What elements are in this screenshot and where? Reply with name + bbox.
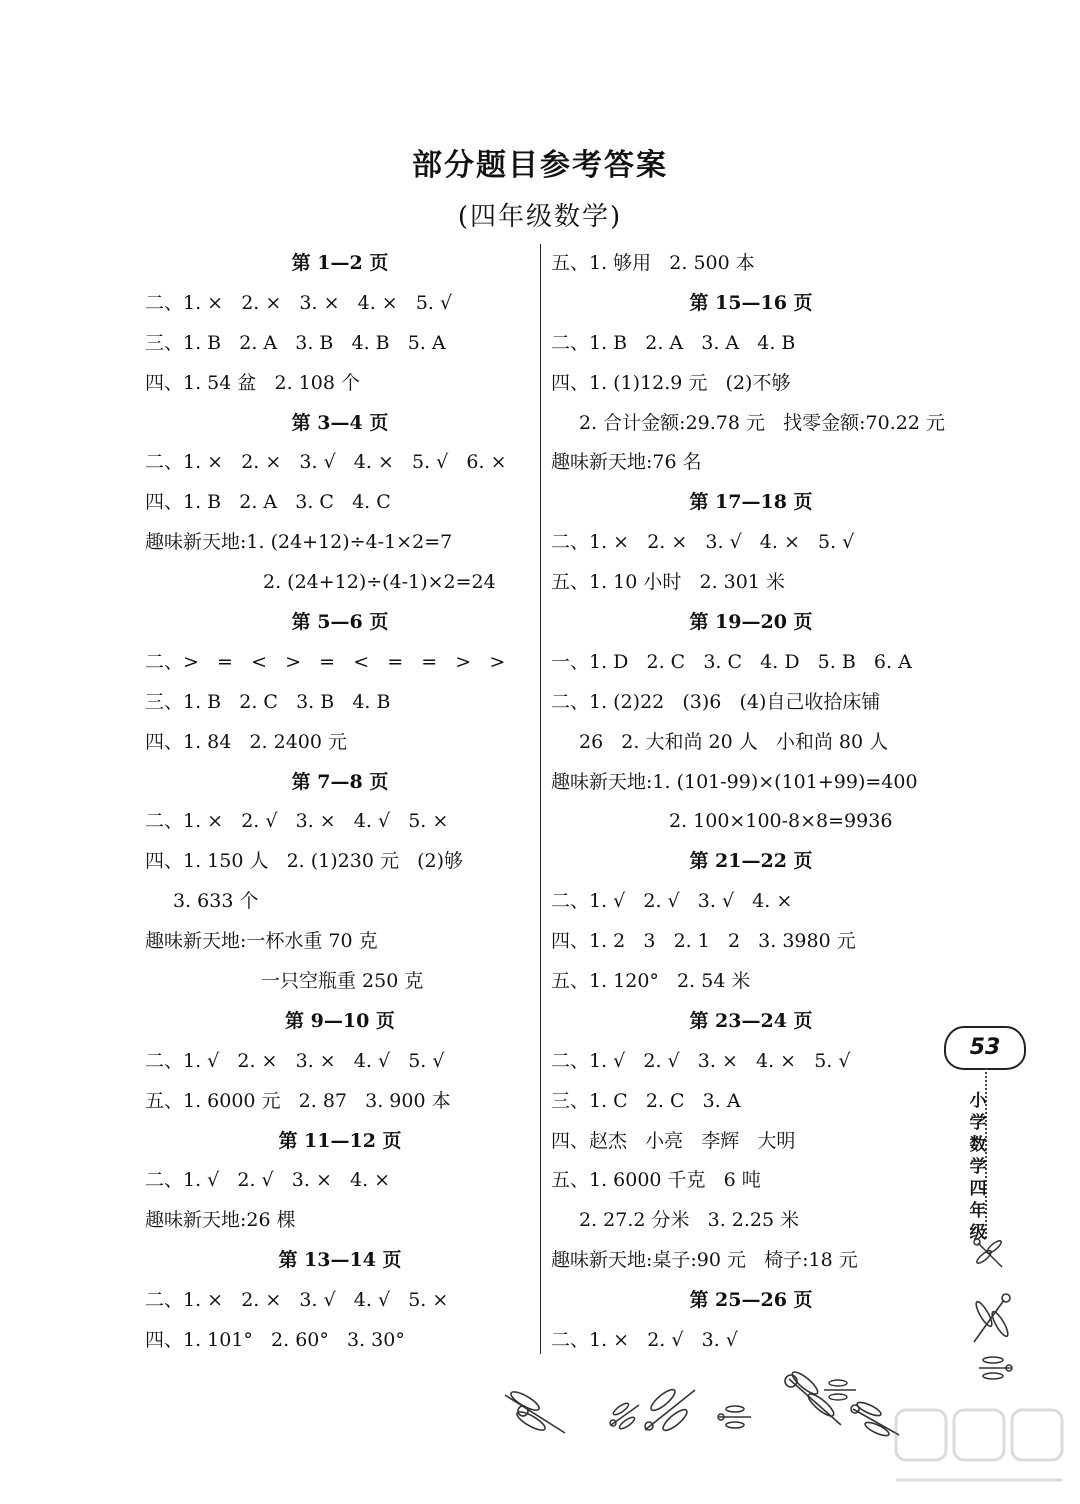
answer-line: 二、1. × 2. × 3. × 4. × 5. √ (145, 291, 453, 314)
answer-line: 四、1. (1)12.9 元 (2)不够 (551, 371, 791, 394)
answer-line: 2. 合计金额:29.78 元 找零金额:70.22 元 (579, 411, 945, 434)
answer-line: 一只空瓶重 250 克 (261, 970, 424, 993)
book-side-label: 小学数学四年级 (969, 1091, 987, 1243)
section-heading: 第 3—4 页 (291, 411, 389, 434)
answer-line: 四、1. B 2. A 3. C 4. C (145, 491, 391, 514)
answer-line: 2. 27.2 分米 3. 2.25 米 (579, 1209, 800, 1232)
section-heading: 第 23—24 页 (689, 1009, 813, 1032)
answer-line: 四、1. 101° 2. 60° 3. 30° (145, 1329, 405, 1352)
answer-line: 三、1. B 2. C 3. B 4. B (145, 690, 391, 713)
answers-right-column (551, 244, 951, 1361)
answer-line: 二、1. B 2. A 3. A 4. B (551, 331, 796, 354)
section-heading: 第 11—12 页 (278, 1129, 402, 1152)
answer-line: 3. 633 个 (173, 890, 259, 913)
answer-line: 趣味新天地:76 名 (551, 451, 702, 474)
dragonfly-icon (975, 1350, 1015, 1386)
answer-line: 二、1. √ 2. √ 3. × 4. × 5. √ (551, 1049, 851, 1072)
answer-line: 二、1. × 2. × 3. √ 4. × 5. √ (551, 531, 855, 554)
section-heading: 第 19—20 页 (689, 611, 813, 634)
section-heading: 第 13—14 页 (278, 1249, 402, 1272)
section-heading: 第 21—22 页 (689, 850, 813, 873)
answer-line: 二、1. × 2. × 3. √ 4. √ 5. × (145, 1289, 449, 1312)
page-number-badge: 53 (944, 1026, 1026, 1070)
watermark-logo (890, 1400, 1070, 1496)
answer-line: 四、赵杰 小亮 李辉 大明 (551, 1129, 796, 1152)
answer-line: 三、1. C 2. C 3. A (551, 1089, 741, 1112)
dragonfly-icon (960, 1290, 1020, 1350)
page-subtitle: (四年级数学) (457, 202, 623, 232)
answer-line: 二、1. × 2. √ 3. √ (551, 1329, 738, 1352)
answer-line: 四、1. 2 3 2. 1 2 3. 3980 元 (551, 930, 856, 953)
section-heading: 第 25—26 页 (689, 1289, 813, 1312)
answer-line: 二、> = < > = < = = > > (145, 650, 506, 673)
answer-line: 趣味新天地:1. (101-99)×(101+99)=400 (551, 770, 918, 793)
answer-line: 一、1. D 2. C 3. C 4. D 5. B 6. A (551, 650, 912, 673)
answer-line: 五、1. 6000 千克 6 吨 (551, 1169, 761, 1192)
answer-line: 五、1. 10 小时 2. 301 米 (551, 571, 785, 594)
section-heading: 第 17—18 页 (689, 491, 813, 514)
page-title: 部分题目参考答案 (412, 148, 668, 183)
answer-line: 二、1. (2)22 (3)6 (4)自己收拾床铺 (551, 690, 881, 713)
answer-line: 二、1. √ 2. × 3. × 4. √ 5. √ (145, 1049, 445, 1072)
answer-line: 趣味新天地:桌子:90 元 椅子:18 元 (551, 1249, 858, 1272)
section-heading: 第 15—16 页 (689, 291, 813, 314)
answer-line: 2. 100×100-8×8=9936 (669, 810, 893, 833)
answer-line: 26 2. 大和尚 20 人 小和尚 80 人 (579, 730, 889, 753)
section-heading: 第 5—6 页 (291, 611, 389, 634)
answers-left-column (145, 244, 535, 1361)
column-divider (540, 244, 541, 1354)
answer-line: 二、1. √ 2. √ 3. × 4. × (145, 1169, 391, 1192)
dragonfly-icon (715, 1400, 755, 1434)
answer-line: 二、1. √ 2. √ 3. √ 4. × (551, 890, 793, 913)
answer-line: 四、1. 54 盆 2. 108 个 (145, 371, 360, 394)
answer-line: 五、1. 6000 元 2. 87 3. 900 本 (145, 1089, 451, 1112)
dragonfly-icon (970, 1235, 1010, 1275)
answer-line: 2. (24+12)÷(4-1)×2=24 (263, 571, 496, 594)
dragonfly-icon (495, 1385, 575, 1445)
answer-line: 五、1. 够用 2. 500 本 (551, 252, 755, 274)
answer-line: 二、1. × 2. × 3. √ 4. × 5. √ 6. × (145, 451, 507, 474)
answer-line: 三、1. B 2. A 3. B 4. B 5. A (145, 331, 446, 354)
answer-line: 四、1. 150 人 2. (1)230 元 (2)够 (145, 850, 464, 873)
answer-line: 趣味新天地:一杯水重 70 克 (145, 930, 378, 953)
section-heading: 第 7—8 页 (291, 770, 389, 793)
section-heading: 第 1—2 页 (291, 252, 389, 274)
answer-line: 趣味新天地:1. (24+12)÷4-1×2=7 (145, 531, 453, 554)
answer-line: 趣味新天地:26 棵 (145, 1209, 296, 1232)
dragonfly-icon (635, 1380, 705, 1440)
answer-line: 五、1. 120° 2. 54 米 (551, 970, 751, 993)
section-heading: 第 9—10 页 (285, 1009, 395, 1032)
answer-line: 二、1. × 2. √ 3. × 4. √ 5. × (145, 810, 449, 833)
answer-line: 四、1. 84 2. 2400 元 (145, 730, 348, 753)
